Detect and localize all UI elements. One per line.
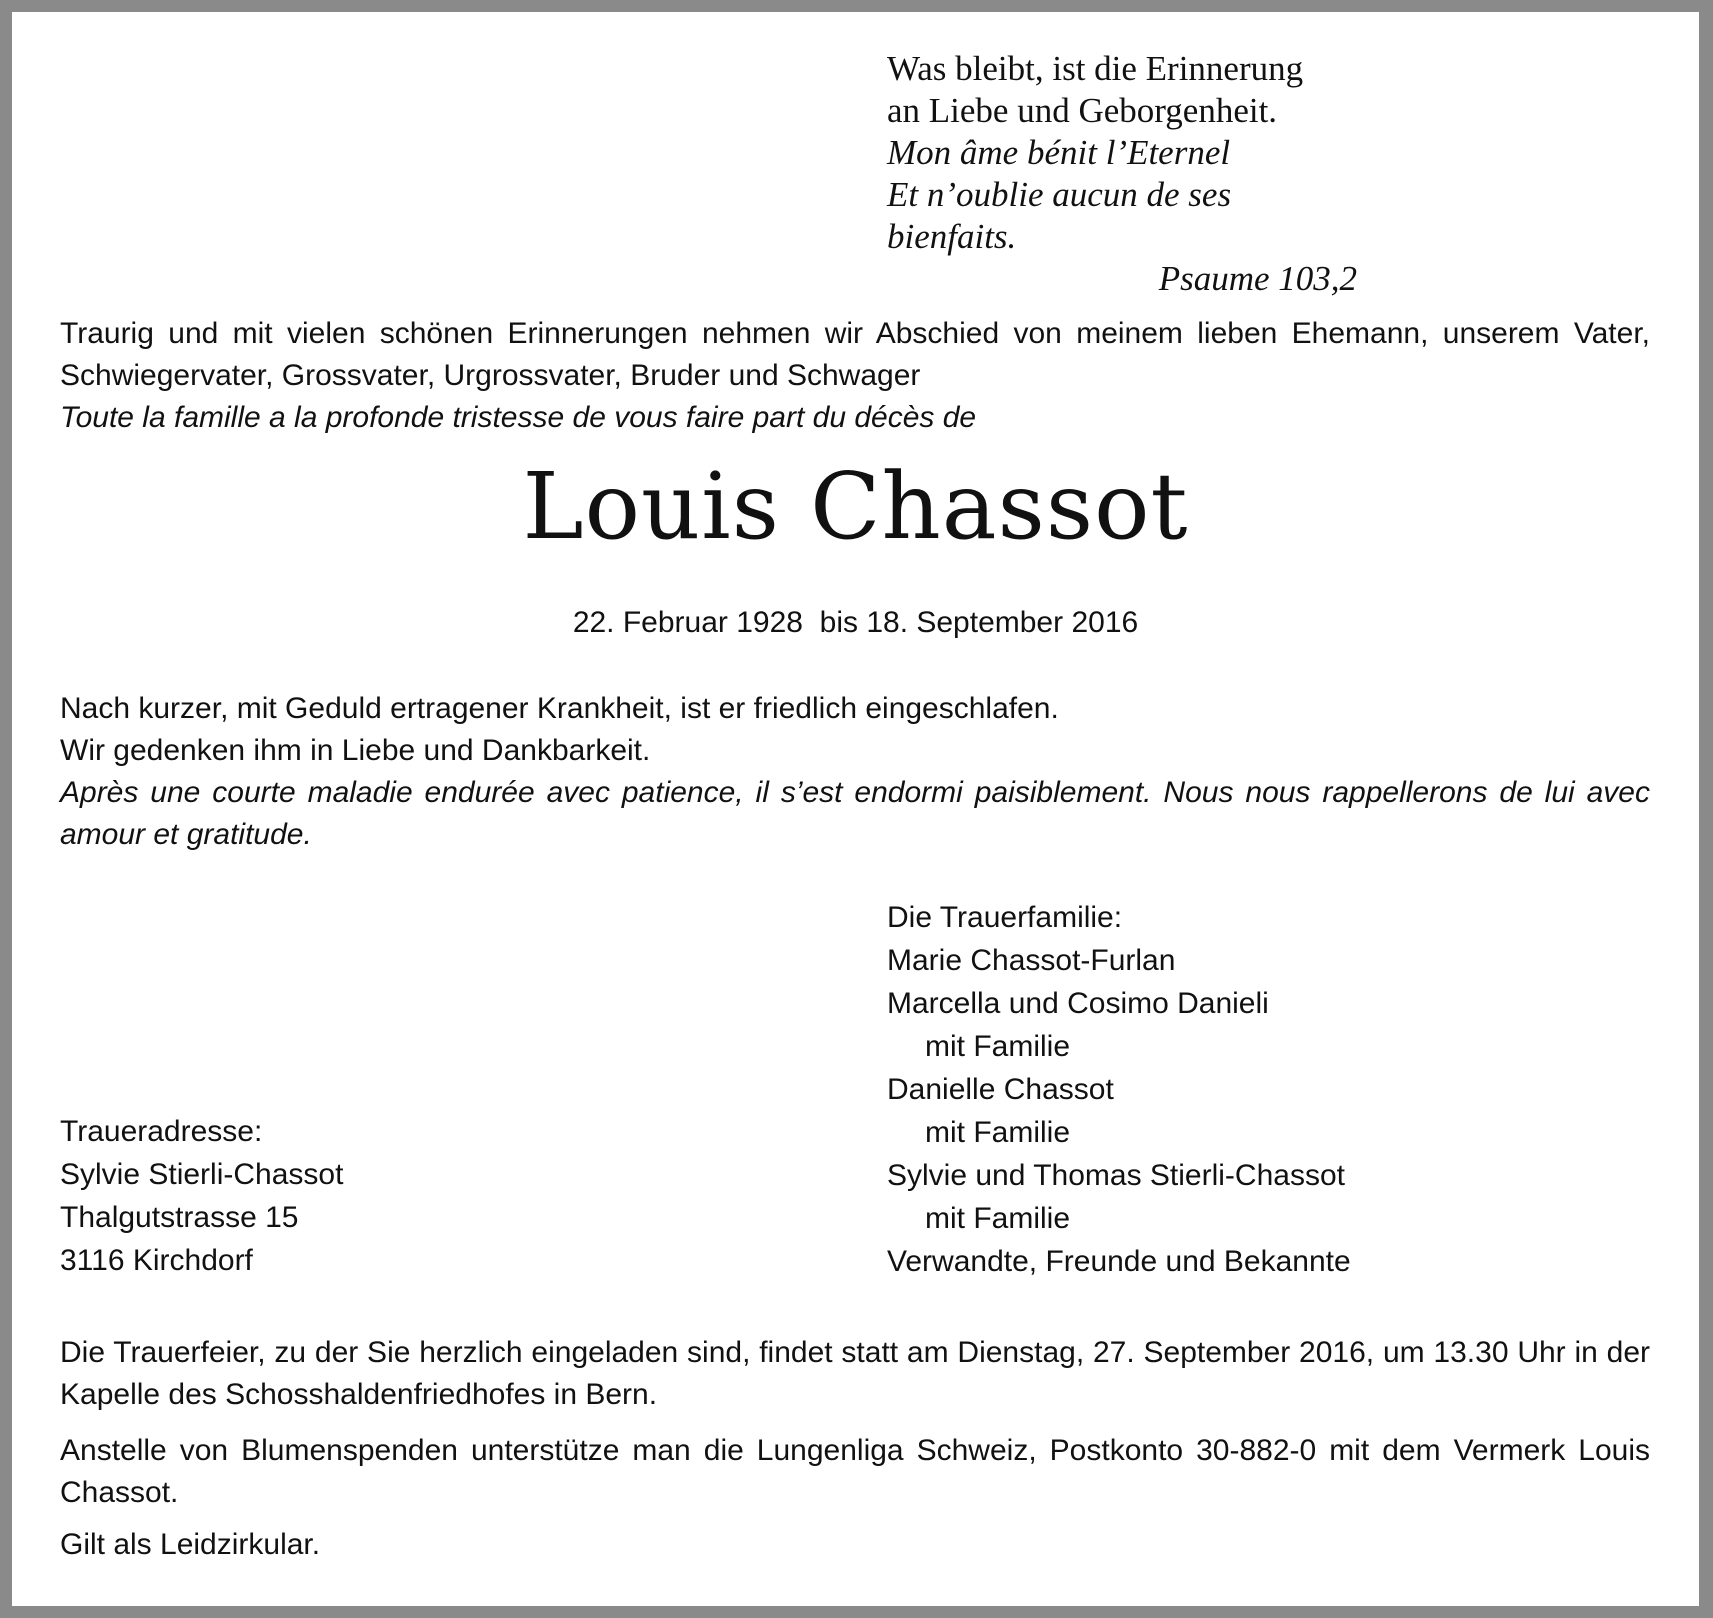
- family-line-8: Verwandte, Freunde und Bekannte: [887, 1245, 1351, 1278]
- message-german-line-2: Wir gedenken ihm in Liebe und Dankbarkeit.: [60, 734, 651, 767]
- family-line-6: Sylvie und Thomas Stierli-Chassot: [887, 1159, 1345, 1192]
- family-line-4: Danielle Chassot: [887, 1073, 1114, 1106]
- intro-text: [60, 313, 1650, 439]
- closing-info: [60, 1524, 1650, 1566]
- message-german-line-1: Nach kurzer, mit Geduld ertragener Krankheit, ist er friedlich eingeschlafen.: [60, 692, 1059, 725]
- verse-line-3: Mon âme bénit l’Eternel: [887, 133, 1231, 172]
- address-street: Thalgutstrasse 15: [60, 1201, 299, 1234]
- ceremony-info: [60, 1332, 1650, 1416]
- address-name: Sylvie Stierli-Chassot: [60, 1158, 344, 1191]
- memorial-verse: [887, 48, 1367, 300]
- family-heading: Die Trauerfamilie:: [887, 901, 1123, 934]
- family-line-2: Marcella und Cosimo Danieli: [887, 987, 1269, 1020]
- verse-line-4: Et n’oublie aucun de ses bienfaits.: [887, 175, 1232, 256]
- family-line-1: Marie Chassot-Furlan: [887, 944, 1176, 977]
- family-line-3: mit Familie: [925, 1030, 1071, 1063]
- family-line-7: mit Familie: [925, 1202, 1071, 1235]
- intro-german: Traurig und mit vielen schönen Erinnerungen nehmen wir Abschied von meinem lieben Ehemann, unserem Vater, Schwiegervater, Grossvater, Urgrossvater, Bruder und Schwager: [60, 317, 1650, 392]
- address-heading: Traueradresse:: [60, 1115, 263, 1148]
- verse-reference: Psaume 103,2: [1158, 259, 1357, 298]
- message-text: [60, 688, 1650, 856]
- closing-text: Gilt als Leidzirkular.: [60, 1528, 321, 1561]
- mourning-family: [887, 896, 1587, 1283]
- deceased-name: Louis Chassot: [522, 453, 1189, 560]
- obituary-notice: [12, 12, 1699, 1606]
- mourning-address: [60, 1110, 660, 1282]
- verse-line-2: an Liebe und Geborgenheit.: [887, 91, 1278, 130]
- family-line-5: mit Familie: [925, 1116, 1071, 1149]
- message-french: Après une courte maladie endurée avec patience, il s’est endormi paisiblement. Nous nous rappellerons de lui avec amour et gratitude.: [60, 776, 1650, 851]
- donation-info: [60, 1430, 1650, 1514]
- life-dates: 22. Februar 1928 bis 18. September 2016: [572, 606, 1139, 639]
- ceremony-text: Die Trauerfeier, zu der Sie herzlich eingeladen sind, findet statt am Dienstag, 27. September 2016, um 13.30 Uhr in der Kapelle des Schosshaldenfriedhofes in Bern.: [60, 1336, 1650, 1411]
- intro-french: Toute la famille a la profonde tristesse de vous faire part du décès de: [60, 401, 977, 434]
- donation-text: Anstelle von Blumenspenden unterstütze man die Lungenliga Schweiz, Postkonto 30-882-0 mit dem Vermerk Louis Chassot.: [60, 1434, 1650, 1509]
- verse-line-1: Was bleibt, ist die Erinnerung: [887, 49, 1304, 88]
- address-city: 3116 Kirchdorf: [60, 1244, 253, 1277]
